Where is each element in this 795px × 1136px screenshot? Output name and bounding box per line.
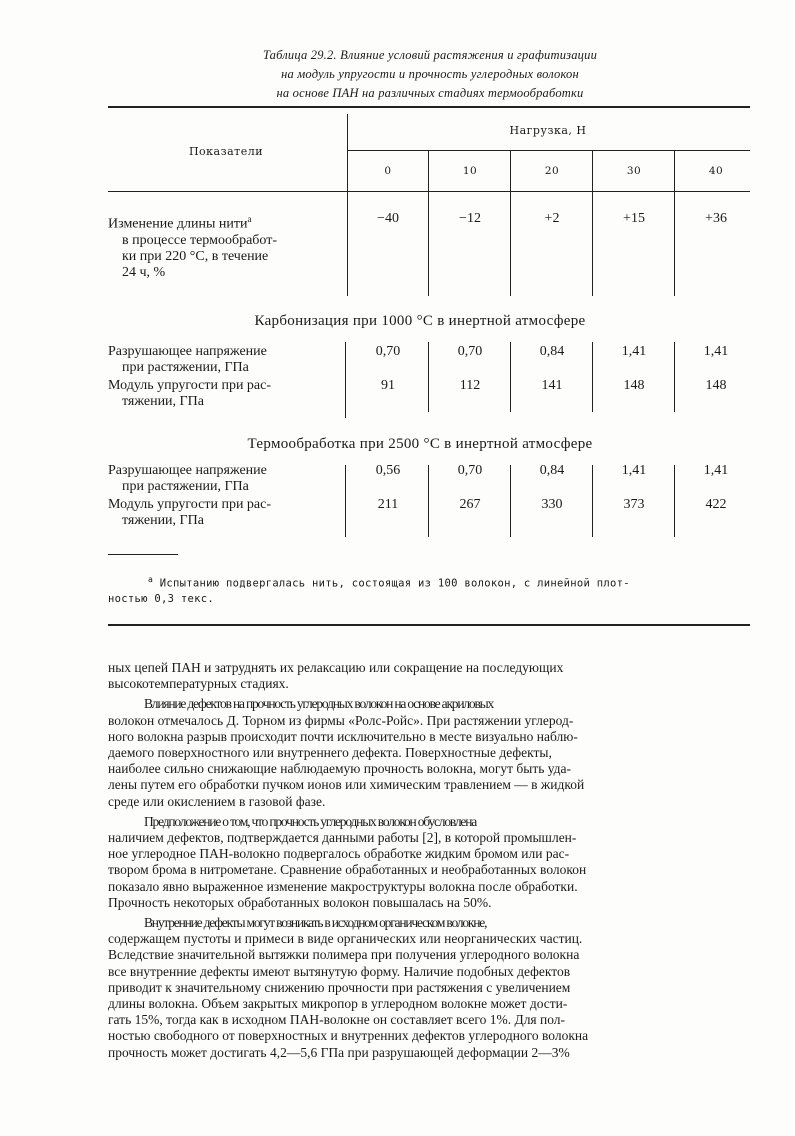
vline-s1-c2 [510, 342, 511, 412]
paragraph-line: длины волокна. Объем закрытых микропор в углеродном волокне может дости- [108, 996, 568, 1012]
paragraph-line: твором брома в нитрометане. Сравнение обработанных и необработанных волокон [108, 862, 587, 878]
paragraph-line: Предположение о том, что прочность углеродных волокон обусловлена [144, 813, 477, 829]
vline-s1-c1 [428, 342, 429, 412]
paragraph-line: высокотемпературных стадиях. [108, 676, 289, 692]
label-line: Разрушающее напряжение [108, 463, 267, 478]
vline-s2-c4 [674, 465, 675, 537]
paragraph-line: среде или окислением в газовой фазе. [108, 793, 326, 809]
footnote-line-2: ностью 0,3 текс. [108, 592, 214, 605]
cell-s1-modulus-0: 91 [381, 378, 395, 393]
label-line: при растяжении, ГПа [122, 479, 249, 494]
cell-length-30: +15 [623, 211, 645, 226]
row-s1-modulus-label [108, 378, 336, 410]
vline-s1-c4 [674, 342, 675, 412]
table-bottom-rule [108, 624, 750, 626]
cell-length-0: −40 [377, 211, 399, 226]
section-heat-treatment-title: Термообработка при 2500 °С в инертной атмосфере [247, 436, 593, 452]
label-line: Разрушающее напряжение [108, 344, 267, 359]
paragraph-line: содержащем пустоты и примеси в виде органических или неорганических частиц. [108, 931, 583, 947]
cell-s1-modulus-20: 141 [541, 378, 563, 393]
vline-s1-main [345, 342, 346, 418]
cell-s2-modulus-40: 422 [705, 497, 727, 512]
paragraph-line: ного волокна разрыв происходит почти исключительно в месте визуально наблю- [108, 728, 578, 744]
header-load-10: 10 [462, 165, 478, 177]
paragraph-line: ное углеродное ПАН-волокно подвергалось обработке жидким бромом или рас- [108, 846, 570, 862]
paragraph-line: ностью свободного от поверхностных и внутренних дефектов углеродного волокна [108, 1028, 589, 1044]
vline-c3 [592, 150, 593, 296]
header-load-20: 20 [544, 165, 560, 177]
paragraph [108, 696, 750, 809]
row-s1-strength-label [108, 344, 336, 376]
table-header-rule [108, 191, 750, 192]
paragraph [108, 814, 750, 911]
vline-c1 [428, 150, 429, 296]
cell-s2-strength-40: 1,41 [703, 463, 729, 478]
label-line: Модуль упругости при рас- [108, 378, 272, 393]
paragraph-line: прочность может достигать 4,2—5,6 ГПа при разрушающей деформации 2—3% [108, 1044, 570, 1060]
cell-s1-modulus-30: 148 [623, 378, 645, 393]
vline-s2-main [345, 465, 346, 537]
cell-length-20: +2 [544, 211, 560, 226]
cell-s1-strength-20: 0,84 [539, 344, 565, 359]
paragraph [108, 660, 750, 692]
header-load-0: 0 [384, 165, 392, 177]
paragraph-line: ных цепей ПАН и затруднять их релаксацию или сокращение на последующих [108, 660, 564, 675]
body-text [108, 660, 750, 1065]
cell-length-10: −12 [459, 211, 481, 226]
vline-s1-c3 [592, 342, 593, 412]
cell-s2-strength-20: 0,84 [539, 463, 565, 478]
cell-s1-modulus-40: 148 [705, 378, 727, 393]
paragraph-line: наиболее сильно снижающие наблюдаемую прочность волокна, могут быть уда- [108, 761, 572, 777]
paragraph-line: приводит к значительному снижению прочности при растяжения с увеличением [108, 979, 571, 995]
vline-c4 [674, 150, 675, 296]
header-load-30: 30 [626, 165, 642, 177]
paragraph-line: Вследствие значительной вытяжки полимера при получения углеродного волокна [108, 947, 580, 963]
label-line: тяжении, ГПа [122, 513, 204, 528]
load-subheader-rule [348, 150, 750, 151]
paragraph-line: даемого поверхностного или внутреннего дефекта. Поверхностные дефекты, [108, 745, 552, 761]
label-line: при растяжении, ГПа [122, 360, 249, 375]
footnote-mark: a [148, 575, 154, 584]
footnote-separator [108, 554, 178, 555]
row-s2-strength-label [108, 463, 336, 495]
label-line: Модуль упругости при рас- [108, 497, 272, 512]
cell-s2-modulus-30: 373 [623, 497, 645, 512]
cell-s2-strength-10: 0,70 [457, 463, 483, 478]
paragraph [108, 915, 750, 1061]
label-line: Изменение длины нити [108, 216, 248, 232]
footnote-mark: a [247, 214, 252, 224]
paragraph-line: лены путем его обработки пучком ионов или химическим травлением — в жидкой [108, 777, 585, 793]
vline-s2-c3 [592, 465, 593, 537]
section-carbonization-title: Карбонизация при 1000 °С в инертной атмосфере [254, 313, 586, 329]
row-length-change-label [108, 211, 336, 281]
paragraph-line: Внутренние дефекты могут возникать в исходном органическом волокне, [144, 915, 487, 931]
cell-length-40: +36 [705, 211, 727, 226]
table-caption [150, 46, 710, 103]
paragraph-line: волокон отмечалось Д. Торном из фирмы «Ролс-Ройс». При растяжении углерод- [108, 712, 574, 728]
vline-s2-c2 [510, 465, 511, 537]
caption-line-2: на модуль упругости и прочность углеродных волокон [281, 67, 579, 81]
paragraph-line: Влияние дефектов на прочность углеродных волокон на основе акриловых [144, 696, 494, 712]
paragraph-line: Прочность некоторых обработанных волокон повышалась на 50%. [108, 894, 492, 910]
vline-main [347, 114, 348, 296]
cell-s1-strength-30: 1,41 [621, 344, 647, 359]
cell-s1-strength-0: 0,70 [375, 344, 401, 359]
label-line: ки при 220 °С, в течение [122, 248, 269, 264]
vline-c2 [510, 150, 511, 296]
cell-s1-strength-40: 1,41 [703, 344, 729, 359]
table-footnote [108, 572, 748, 607]
paragraph-line: все внутренние дефекты имеют вытянутую форму. Наличие подобных дефектов [108, 963, 571, 979]
cell-s2-strength-30: 1,41 [621, 463, 647, 478]
footnote-line-1: Испытанию подвергалась нить, состоящая из 100 волокон, с линейной плот- [159, 577, 630, 590]
caption-line-3: на основе ПАН на различных стадиях термообработки [276, 86, 584, 100]
cell-s2-modulus-0: 211 [377, 497, 399, 512]
label-line: 24 ч, % [122, 264, 166, 280]
vline-s2-c1 [428, 465, 429, 537]
header-indicators: Показатели [188, 145, 264, 158]
table-top-rule [108, 106, 750, 108]
label-line: тяжении, ГПа [122, 394, 204, 409]
paragraph-line: показало явно выраженное изменение макроструктуры волокна после обработки. [108, 878, 578, 894]
cell-s1-strength-10: 0,70 [457, 344, 483, 359]
caption-line-1: Таблица 29.2. Влияние условий растяжения и графитизации [262, 48, 598, 62]
header-load: Нагрузка, Н [509, 124, 587, 137]
cell-s2-modulus-10: 267 [459, 497, 481, 512]
cell-s2-strength-0: 0,56 [375, 463, 401, 478]
paragraph-line: наличием дефектов, подтверждается данными работы [2], в которой промышлен- [108, 830, 577, 846]
header-load-40: 40 [708, 165, 724, 177]
label-line: в процессе термообработ- [122, 232, 278, 248]
cell-s2-modulus-20: 330 [541, 497, 563, 512]
cell-s1-modulus-10: 112 [459, 378, 481, 393]
row-s2-modulus-label [108, 497, 336, 529]
paragraph-line: гать 15%, тогда как в исходном ПАН-волокне он составляет всего 1%. Для пол- [108, 1012, 566, 1028]
